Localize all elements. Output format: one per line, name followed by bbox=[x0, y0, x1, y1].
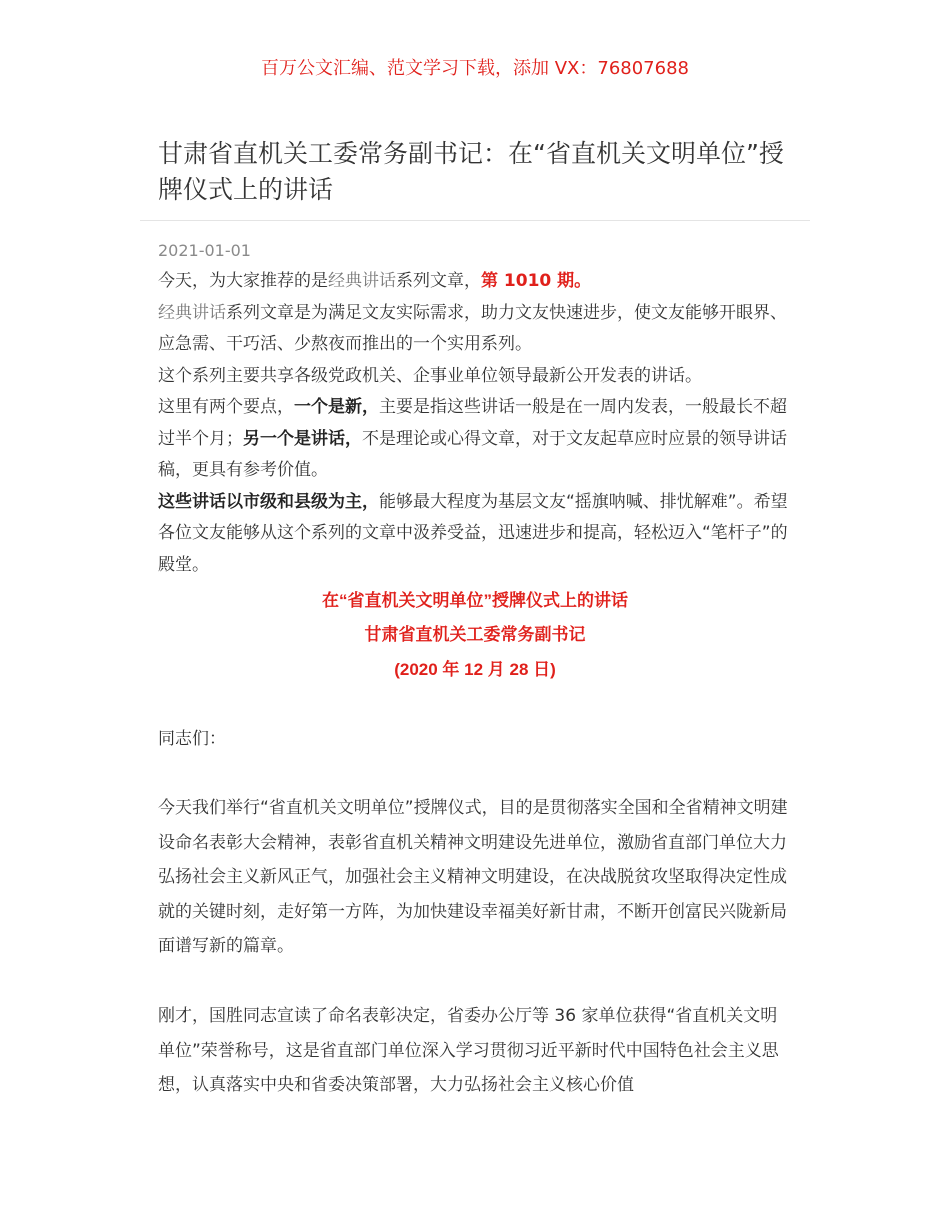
intro-paragraph-1 bbox=[158, 266, 794, 298]
salutation: 同志们： bbox=[158, 729, 226, 749]
series-name: 经典讲话 bbox=[158, 302, 226, 323]
intro-paragraph-2 bbox=[158, 298, 794, 361]
intro-paragraph-3: 这个系列主要共享各级党政机关、企事业单位领导最新公开发表的讲话。 bbox=[158, 365, 702, 386]
promo-banner: 百万公文汇编、范文学习下载，添加 VX：76807688 bbox=[261, 58, 689, 79]
series-intro bbox=[158, 266, 794, 581]
intro-text: 系列文章， bbox=[396, 271, 481, 291]
intro-text: 今天，为大家推荐的是 bbox=[158, 271, 328, 291]
key-point-level: 这些讲话以市级和县级为主， bbox=[158, 491, 379, 512]
intro-paragraph-5 bbox=[158, 487, 794, 582]
intro-text: 主要是指这些讲话一般是在一周内发表，一般最长不超过半个月； bbox=[158, 397, 787, 449]
title-divider bbox=[140, 220, 810, 221]
key-point-speech: 另一个是讲话， bbox=[243, 428, 362, 449]
speech-date: (2020 年 12 月 28 日) bbox=[394, 660, 556, 679]
intro-text: 系列文章是为满足文友实际需求，助力文友快速进步，使文友能够开眼界、应急需、干巧活、少熬夜而推出的一个实用系列。 bbox=[158, 302, 787, 354]
intro-text: 不是理论或心得文章，对于文友起草应时应景的领导讲话稿，更具有参考价值。 bbox=[158, 428, 787, 480]
speech-speaker: 甘肃省直机关工委常务副书记 bbox=[364, 625, 586, 644]
speech-paragraph-1: 今天我们举行“省直机关文明单位”授牌仪式，目的是贯彻落实全国和全省精神文明建设命名表彰大会精神，表彰省直机关精神文明建设先进单位，激励省直部门单位大力弘扬社会主义新风正气，加强社会主义精神文明建设，在决战脱贫攻坚取得决定性成就的关键时刻，走好第一方阵，为加快建设幸福美好新甘肃，不断开创富民兴陇新局面谱写新的篇章。 bbox=[158, 798, 788, 956]
intro-text: 这里有两个要点， bbox=[158, 397, 294, 417]
series-name: 经典讲话 bbox=[328, 271, 396, 291]
intro-paragraph-4 bbox=[158, 392, 794, 487]
key-point-new: 一个是新， bbox=[294, 397, 379, 417]
article-title: 甘肃省直机关工委常务副书记：在“省直机关文明单位”授牌仪式上的讲话 bbox=[158, 139, 784, 204]
issue-number: 第 1010 期。 bbox=[481, 271, 592, 291]
speech-heading: 在“省直机关文明单位”授牌仪式上的讲话 bbox=[322, 591, 628, 610]
speech-paragraph-2: 刚才，国胜同志宣读了命名表彰决定，省委办公厅等 36 家单位获得“省直机关文明单位”荣誉称号，这是省直部门单位深入学习贯彻习近平新时代中国特色社会主义思想，认真落实中央和省委决策部署，大力弘扬社会主义核心价值 bbox=[158, 1006, 779, 1095]
publish-date: 2021-01-01 bbox=[158, 241, 251, 260]
intro-text: 能够最大程度为基层文友“摇旗呐喊、排忧解难”。希望各位文友能够从这个系列的文章中汲养受益，迅速进步和提高，轻松迈入“笔杆子”的殿堂。 bbox=[158, 491, 788, 575]
